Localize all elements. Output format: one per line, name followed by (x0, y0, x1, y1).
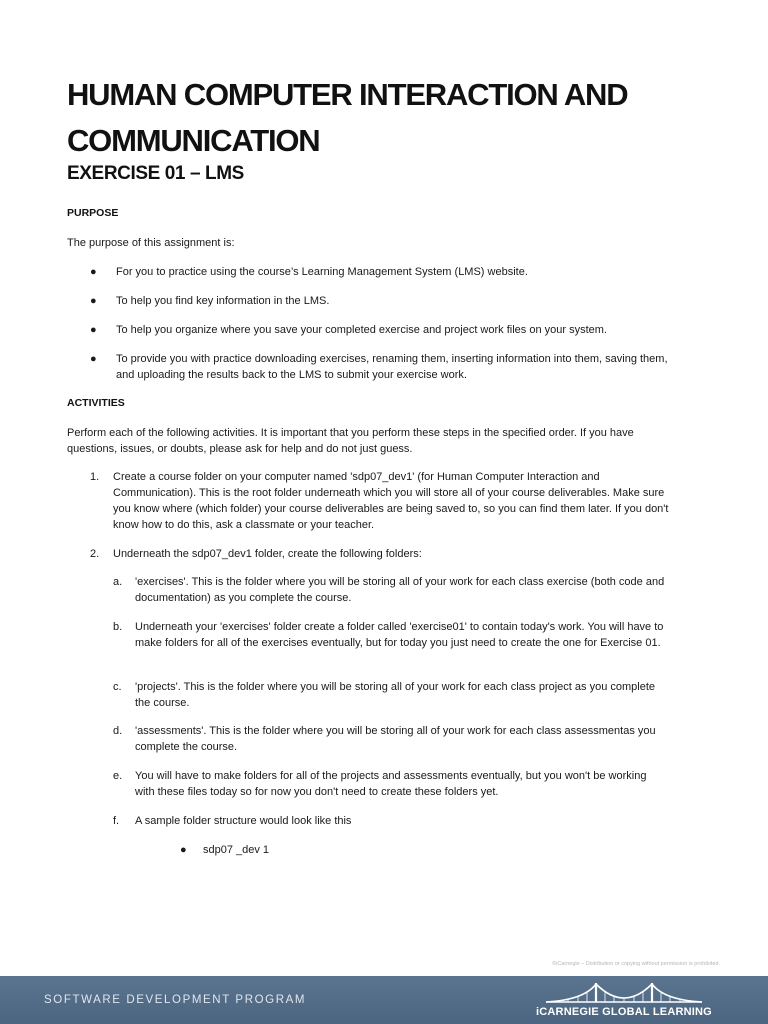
sub-step-text: 'exercises'. This is the folder where you will be storing all of your work for each class exercise (both code and documentation) as you complete the course. (135, 576, 665, 604)
page-footer (0, 976, 768, 1024)
sub-step-letter: a. (113, 576, 123, 588)
bullet-icon: ● (180, 844, 187, 856)
brand-logo (536, 980, 712, 1022)
program-name: SOFTWARE DEVELOPMENT PROGRAM (44, 994, 307, 1006)
exercise-subtitle: EXERCISE 01 – LMS (67, 163, 244, 184)
purpose-bullet-text: To provide you with practice downloading exercises, renaming them, inserting information into them, saving them, and uploading the results back to the LMS to submit your exercise work. (116, 353, 668, 381)
step-number: 2. (90, 548, 100, 560)
step-text: Create a course folder on your computer named 'sdp07_dev1' (for Human Computer Interaction and Communication). This is the root folder underneath which you will store all of your course deliverables. Make sure you know where (which folder) your course deliverables are being saved to, so you can find them later. If you don't know how to do this, ask a classmate or your teacher. (113, 471, 669, 531)
sub-step-text: A sample folder structure would look like this (135, 815, 352, 827)
activities-heading: ACTIVITIES (67, 397, 125, 409)
sub-step-letter: d. (113, 725, 123, 737)
purpose-bullet-text: For you to practice using the course’s Learning Management System (LMS) website. (116, 266, 528, 278)
sub-step-letter: e. (113, 770, 123, 782)
sub-step-text: 'projects'. This is the folder where you will be storing all of your work for each class project as you complete the course. (135, 681, 656, 709)
bullet-icon: ● (90, 295, 97, 307)
sub-step-letter: f. (113, 815, 120, 827)
bridge-logo-icon (544, 980, 704, 1006)
bullet-icon: ● (90, 266, 97, 278)
sub-step-letter: b. (113, 621, 123, 633)
sub-step-text: Underneath your 'exercises' folder create a folder called 'exercise01' to contain today's work. You will have to make folders for all of the exercises eventually, but for today you just need to create the one for Exercise 01. (135, 621, 664, 649)
step-text: Underneath the sdp07_dev1 folder, create the following folders: (113, 548, 422, 560)
folder-example-text: sdp07 _dev 1 (203, 844, 270, 856)
brand-name: iCARNEGIE GLOBAL LEARNING (536, 1006, 712, 1018)
purpose-bullet-text: To help you find key information in the LMS. (116, 295, 330, 307)
purpose-bullet-text: To help you organize where you save your completed exercise and project work files on your system. (116, 324, 607, 336)
sub-step-text: 'assessments'. This is the folder where you will be storing all of your work for each class assessmentas you complete the course. (135, 725, 656, 753)
sub-step-letter: c. (113, 681, 122, 693)
purpose-heading: PURPOSE (67, 207, 119, 219)
copyright-notice: ©iCarnegie – Distribution or copying without permission is prohibited. (552, 961, 720, 967)
document-title: HUMAN COMPUTER INTERACTION AND COMMUNICATION (67, 77, 628, 158)
step-number: 1. (90, 471, 100, 483)
activities-intro: Perform each of the following activities. It is important that you perform these steps in the specified order. If you have questions, issues, or doubts, please ask for help and do not just guess. (67, 427, 634, 455)
bullet-icon: ● (90, 353, 97, 365)
sub-step-text: You will have to make folders for all of the projects and assessments eventually, but you won't be working with these files today so for now you don't need to create these folders yet. (135, 770, 647, 798)
purpose-intro: The purpose of this assignment is: (67, 237, 235, 249)
bullet-icon: ● (90, 324, 97, 336)
